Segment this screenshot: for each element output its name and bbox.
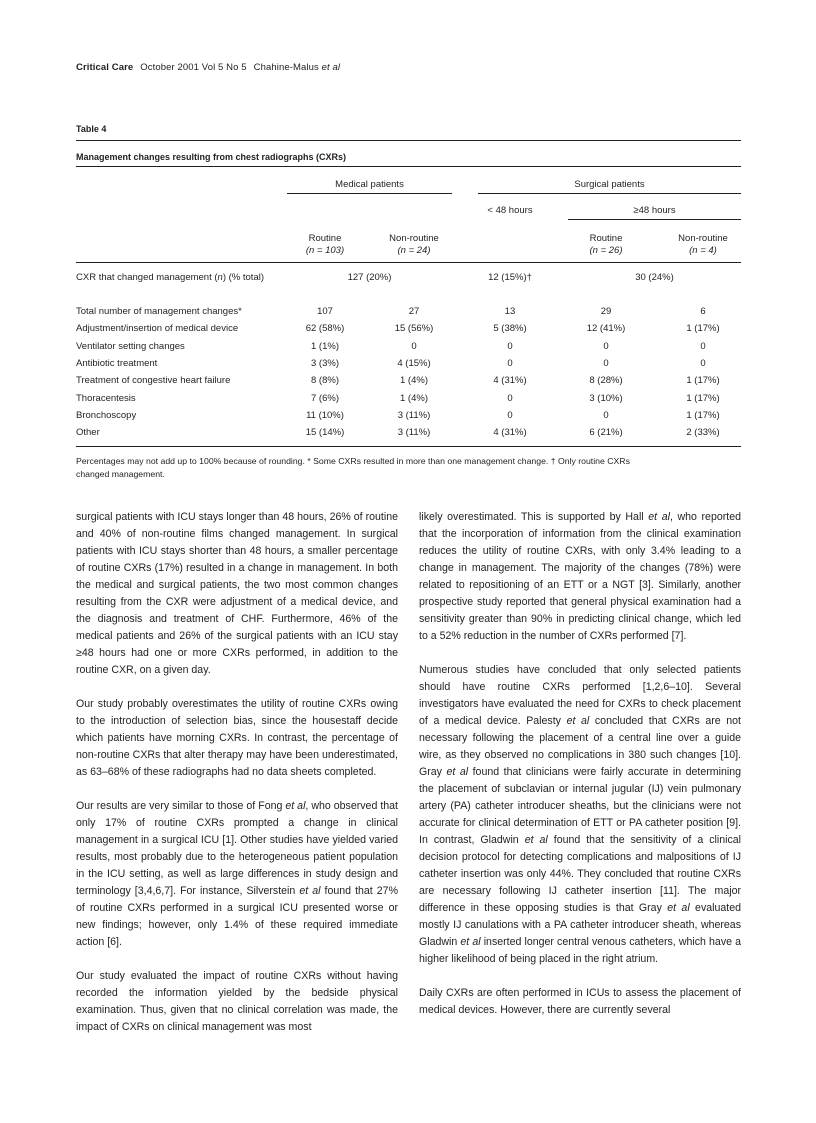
col-n: (n = 26) xyxy=(589,245,623,256)
table-cell: 0 xyxy=(507,357,513,369)
table-cell: 6 xyxy=(700,306,706,317)
table-cell: 11 (10%) xyxy=(306,409,344,421)
col-n: (n = 4) xyxy=(689,245,717,256)
row-label: Treatment of congestive heart failure xyxy=(76,375,231,387)
footnote-line-2: changed management. xyxy=(76,469,165,479)
surgical-group-rule xyxy=(478,193,741,194)
col-name: Non-routine xyxy=(678,233,728,244)
col-n: (n = 24) xyxy=(397,245,431,256)
table-cell: 4 (31%) xyxy=(493,375,527,387)
n-italic: n xyxy=(217,272,223,283)
table-cell: 0 xyxy=(507,392,513,404)
footnote-line-1: Percentages may not add up to 100% because of rounding. * Some CXRs resulted in more than one management change. † Only routine CXRs xyxy=(76,456,630,466)
table-cell: 4 (31%) xyxy=(493,427,527,439)
table-cell: 3 (11%) xyxy=(397,427,431,439)
running-head xyxy=(76,62,340,73)
table-cell: 4 (15%) xyxy=(397,357,431,369)
table-cell: 13 xyxy=(504,306,516,317)
paragraph: Our study evaluated the impact of routine CXRs without having recorded the information yielded by the bedside physical examination. Thus, given that no clinical correlation was made, the impact of CXRs on clinical management was most xyxy=(76,970,398,1033)
table-cell: 1 (4%) xyxy=(400,375,428,387)
table-cell: 3 (3%) xyxy=(311,357,339,369)
col-name: Routine xyxy=(589,233,623,244)
table-cell: 15 (56%) xyxy=(394,323,434,335)
body-column-right xyxy=(419,509,741,1036)
table-title: Management changes resulting from chest radiographs (CXRs) xyxy=(76,152,347,162)
row-label: Ventilator setting changes xyxy=(76,340,185,352)
table-cell: 3 (11%) xyxy=(397,409,431,421)
table-cell: 1 (1%) xyxy=(311,340,339,352)
paragraph: Our study probably overestimates the utility of routine CXRs owing to the introduction of selection bias, since the housestaff decide which patients have morning CXRs. In contrast, the percentage of non-routine CXRs that alter therapy may have been underestimated, as 63–68% of these radiographs had no data sheets completed. xyxy=(76,698,398,778)
table-cell: 27 xyxy=(408,306,420,317)
col-n: (n = 103) xyxy=(305,245,345,256)
et-al-italic: et al xyxy=(460,936,481,948)
table-cell: 6 (21%) xyxy=(589,427,623,439)
col-name: Non-routine xyxy=(389,233,439,244)
et-al-italic: et al xyxy=(285,800,306,812)
table-title-rule xyxy=(76,166,741,167)
authors-et-al: et al xyxy=(321,62,341,73)
table-cell: 0 xyxy=(700,357,706,369)
et-al-italic: et al xyxy=(566,715,590,727)
et-al-italic: et al xyxy=(524,834,548,846)
paragraph: Daily CXRs are often performed in ICUs to assess the placement of medical devices. However, there are currently several xyxy=(419,987,741,1016)
paragraph: Numerous studies have concluded that only selected patients should have routine CXRs performed [1,2,6–10]. Several investigators have evaluated the need for CXRs to check placement of a medical device. Palesty et al concluded that CXRs are not necessary following the placement of a central line over a guide wire, as they observed no complications in 380 such changes [10]. Gray et al found that clinicians were fairly accurate in determining the placement of subclavian or internal jugular (IJ) vein pulmonary artery (PA) catheter introducer sheaths, but the clinicians were not accurate for clinical determination of ETT or PA catheter position [9]. In contrast, Gladwin et al found that the sensitivity of a clinical decision protocol for detecting complications and malpositions of IJ catheter insertion was only 44%. They concluded that routine CXRs are necessary following IJ catheter insertion [11]. The major difference in these opposing studies is that Gray et al evaluated mostly IJ canulations with a PA catheter introducer sheath, whereas Gladwin et al inserted longer central venous catheters, which have a higher likelihood of being placed in the right atrium. xyxy=(419,664,742,965)
et-al-italic: et al xyxy=(667,902,690,914)
table-cell: 12 (41%) xyxy=(586,323,626,335)
table-cell: 5 (38%) xyxy=(493,323,527,335)
table-cell: 3 (10%) xyxy=(589,392,623,404)
issue-info: October 2001 Vol 5 No 5 xyxy=(140,62,247,73)
journal-name: Critical Care xyxy=(76,62,134,73)
table-cell: 1 (4%) xyxy=(400,392,428,404)
cxr-row-ge-48: 30 (24%) xyxy=(635,272,674,283)
col-surgical-routine xyxy=(568,233,644,257)
header-bottom-rule xyxy=(76,262,741,263)
et-al-italic: et al xyxy=(446,766,469,778)
col-medical-routine xyxy=(287,233,363,257)
row-label: Other xyxy=(76,427,100,439)
medical-group-rule xyxy=(287,193,452,194)
table-cell: 1 (17%) xyxy=(686,375,720,387)
table-cell: 0 xyxy=(507,340,513,352)
et-al-italic: et al xyxy=(299,885,321,897)
col-medical-nonroutine xyxy=(376,233,452,257)
table-cell: 0 xyxy=(603,340,609,352)
table-cell: 0 xyxy=(603,409,609,421)
table-cell: 7 (6%) xyxy=(311,392,339,404)
et-al-italic: et al xyxy=(648,511,670,523)
row-label: Adjustment/insertion of medical device xyxy=(76,323,239,335)
body-column-left xyxy=(76,509,398,1053)
ge48-group-rule xyxy=(568,219,741,220)
paragraph: likely overestimated. This is supported by Hall et al, who reported that the incorporation of information from the clinical examination reduces the utility of routine CXRs, with only 3.4% leading to a change in management. The majority of the changes (78%) were related to repositioning of an ETT or a NGT [3]. Similarly, another prospective study reported that general physical examination had a sensitivity greater than 90% in predicting clinical change, which led to a 52% reduction in the number of CXRs performed [7]. xyxy=(419,511,741,642)
authors: Chahine-Malus xyxy=(253,62,319,73)
cxr-row-medical: 127 (20%) xyxy=(347,272,392,283)
col-surgical-nonroutine xyxy=(665,233,741,257)
table-cell: 1 (17%) xyxy=(686,323,720,335)
row-label: Thoracentesis xyxy=(76,392,136,404)
row-label: Bronchoscopy xyxy=(76,409,137,421)
cxr-row-less-48: 12 (15%)† xyxy=(488,272,532,283)
table-cell: 62 (58%) xyxy=(305,323,345,335)
col-name: Routine xyxy=(308,233,342,244)
table-label: Table 4 xyxy=(76,124,107,134)
table-cell: 1 (17%) xyxy=(686,409,720,421)
table-top-rule xyxy=(76,140,741,141)
table-cell: 15 (14%) xyxy=(305,427,345,439)
table-cell: 0 xyxy=(507,409,513,421)
paragraph: surgical patients with ICU stays longer than 48 hours, 26% of routine and 40% of non-routine films changed management. In surgical patients with ICU stays shorter than 48 hours, a smaller percentage of routine CXRs (17%) resulted in a change in management. In both the medical and surgical patients, the two most common changes resulting from the CXR were adjustment of a medical device, and the diagnosis and treatment of CHF. Furthermore, 46% of the medical patients and 26% of the surgical patients with an ICU stay ≥48 hours had one or more CXRs performed, in addition to the routine CXR, on a given day. xyxy=(76,511,398,676)
header-medical-patients: Medical patients xyxy=(335,179,404,190)
header-ge-48-hours: ≥48 hours xyxy=(633,205,676,216)
table-cell: 8 (8%) xyxy=(311,375,339,387)
table-cell: 0 xyxy=(700,340,706,352)
table-cell: 2 (33%) xyxy=(686,427,720,439)
row-label: Antibiotic treatment xyxy=(76,357,158,369)
header-surgical-patients: Surgical patients xyxy=(574,179,645,190)
header-less-48-hours: < 48 hours xyxy=(487,205,533,216)
table-cell: 8 (28%) xyxy=(589,375,623,387)
paragraph: Our results are very similar to those of Fong et al, who observed that only 17% of routine CXRs prompted a change in clinical management in a surgical ICU [1]. Other studies have yielded varied results, most probably due to the heterogeneous patient population in the ICU setting, as well as large differences in study design and terminology [3,4,6,7]. For instance, Silverstein et al found that 27% of routine CXRs performed in a surgical ICU presented worse or new findings; however, only 1.4% of these required immediate action [6]. xyxy=(76,800,398,948)
row-label: Total number of management changes* xyxy=(76,306,242,317)
table-footnote xyxy=(76,455,741,481)
cxr-row-label: CXR that changed management (n) (% total) xyxy=(76,272,265,283)
table-cell: 0 xyxy=(411,340,417,352)
table-cell: 107 xyxy=(317,306,333,317)
table-cell: 29 xyxy=(600,306,612,317)
table-cell: 0 xyxy=(603,357,609,369)
table-cell: 1 (17%) xyxy=(686,392,720,404)
table-bottom-rule xyxy=(76,446,741,447)
